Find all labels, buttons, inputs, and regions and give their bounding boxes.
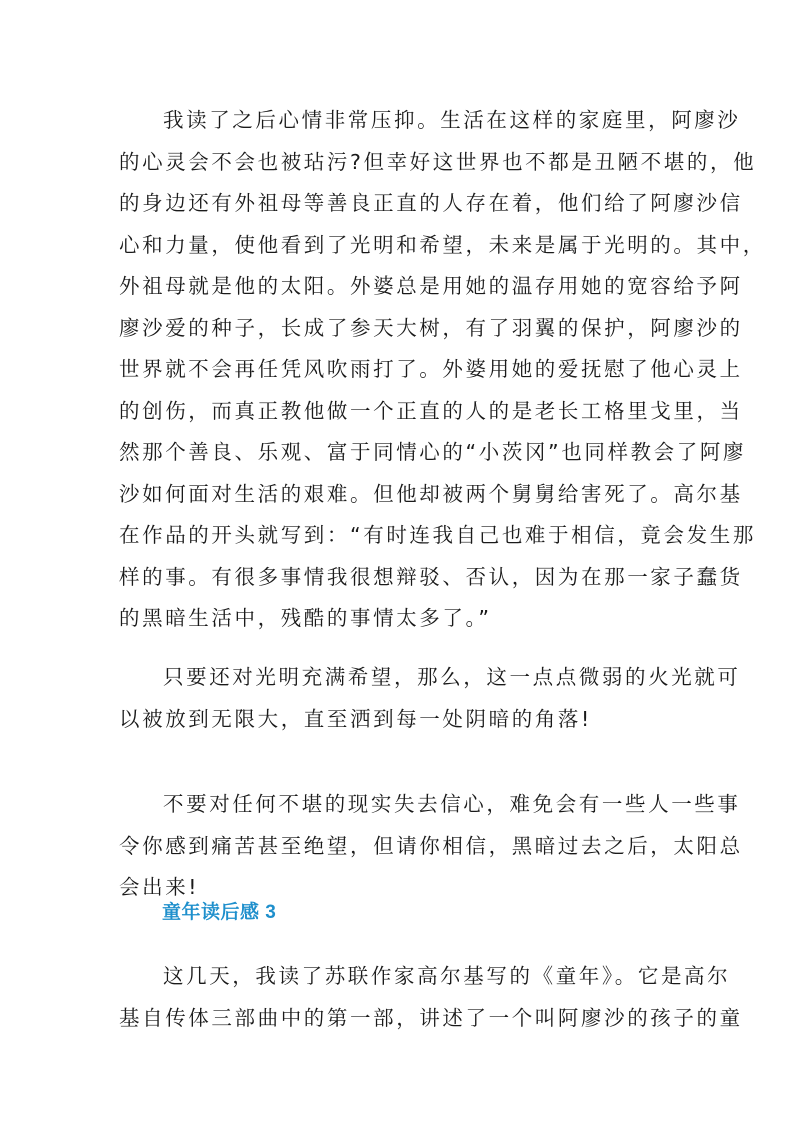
text-line: 的心灵会不会也被玷污?但幸好这世界也不都是丑陋不堪的，他 (119, 149, 757, 174)
text-line: 我读了之后心情非常压抑。生活在这样的家庭里，阿廖沙 (163, 108, 741, 132)
text-line: 沙如何面对生活的艰难。但他却被两个舅舅给害死了。高尔基 (119, 481, 743, 506)
text-line: 基自传体三部曲中的第一部，讲述了一个叫阿廖沙的孩子的童 (119, 1005, 743, 1030)
text-line: 只要还对光明充满希望，那么，这一点点微弱的火光就可 (163, 665, 741, 689)
paragraph-childhood-intro (119, 956, 743, 1039)
text-line: 廖沙爱的种子，长成了参天大树，有了羽翼的保护，阿廖沙的 (119, 315, 743, 340)
text-line: 的创伤，而真正教他做一个正直的人的是老长工格里戈里，当 (119, 398, 743, 423)
text-line: 令你感到痛苦甚至绝望，但请你相信，黑暗过去之后，太阳总 (119, 833, 743, 858)
text-line: 然那个善良、乐观、富于同情心的“小茨冈”也同样教会了阿廖 (119, 440, 747, 464)
text-line: 会出来! (119, 875, 200, 899)
paragraph-hope-light (119, 657, 741, 740)
text-line: 这几天，我读了苏联作家高尔基写的《童年》。它是高尔 (163, 964, 731, 988)
paragraph-reflection-oppression (119, 100, 766, 640)
section-heading: 童年读后感 3 (162, 902, 277, 923)
paragraph-dont-lose-faith (119, 784, 743, 909)
text-line: 在作品的开头就写到：“有时连我自己也难于相信，竟会发生那 (119, 523, 756, 547)
text-line: 的身边还有外祖母等善良正直的人存在着，他们给了阿廖沙信 (119, 191, 743, 215)
text-line: 心和力量，使他看到了光明和希望，未来是属于光明的。其中， (119, 232, 766, 257)
text-line: 外祖母就是他的太阳。外婆总是用她的温存用她的宽容给予阿 (119, 274, 743, 298)
text-line: 的黑暗生活中，残酷的事情太多了。” (119, 606, 492, 630)
text-line: 不要对任何不堪的现实失去信心，难免会有一些人一些事 (163, 792, 741, 816)
text-line: 世界就不会再任凭风吹雨打了。外婆用她的爱抚慰了他心灵上 (119, 357, 743, 381)
text-line: 样的事。有很多事情我很想辩驳、否认，因为在那一家子蠢货 (119, 564, 743, 589)
text-line: 以被放到无限大，直至洒到每一处阴暗的角落! (119, 706, 592, 731)
